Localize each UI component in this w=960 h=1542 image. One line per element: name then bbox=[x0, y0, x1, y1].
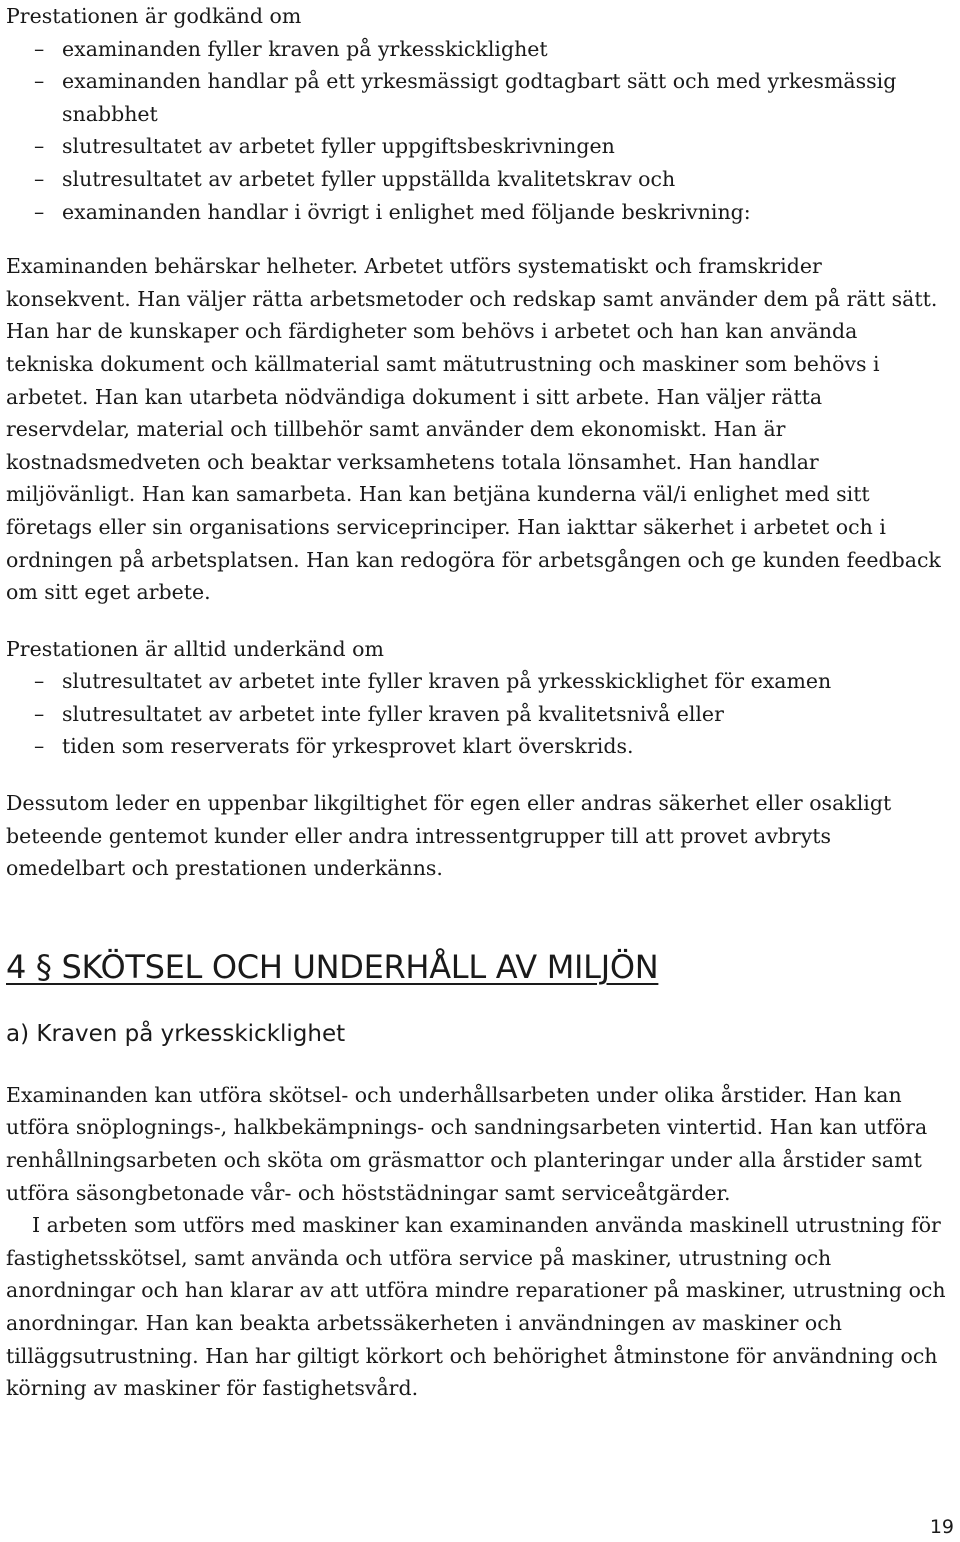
approval-criteria-list bbox=[6, 33, 951, 229]
approval-intro: Prestationen är godkänd om bbox=[6, 4, 302, 28]
abort-paragraph: Dessutom leder en uppenbar likgiltighet för egen eller andras säkerhet eller osakligt beteende gentemot kunder eller andra intressentgrupper till att provet avbryts omedelbart och prestationen underkänns. bbox=[6, 791, 892, 881]
rejection-criteria-list bbox=[6, 665, 951, 763]
performance-description: Examinanden behärskar helheter. Arbetet utförs systematiskt och framskrider konsekvent. Han väljer rätta arbetsmetoder och redskap samt använder dem på rätt sätt. Han har de kunskaper och färdigheter som behövs i arbetet och han kan använda tekniska dokument och källmaterial samt mätutrustning och maskiner som behövs i arbetet. Han kan utarbeta nödvändiga dokument i sitt arbete. Han väljer rätta reservdelar, material och tillbehör samt använder dem ekonomiskt. Han är kostnadsmedveten och beaktar verksamhetens totala lönsamhet. Han handlar miljövänligt. Han kan samarbeta. Han kan betjäna kunderna väl/i enlighet med sitt företags eller sin organisations serviceprinciper. Han iakttar säkerhet i arbetet och i ordningen på arbetsplatsen. Han kan redogöra för arbetsgången och ge kunden feedback om sitt eget arbete. bbox=[6, 254, 941, 605]
list-item bbox=[6, 698, 951, 731]
list-item-text: examinanden fyller kraven på yrkesskicklighet bbox=[62, 36, 548, 61]
dash-marker: – bbox=[34, 69, 45, 94]
list-item-text: slutresultatet av arbetet inte fyller kraven på kvalitetsnivå eller bbox=[62, 701, 724, 726]
subheading: a) Kraven på yrkesskicklighet bbox=[6, 1020, 346, 1047]
list-item bbox=[6, 33, 951, 66]
list-item-text: tiden som reserverats för yrkesprovet klart överskrids. bbox=[62, 734, 634, 759]
list-item bbox=[6, 163, 951, 196]
list-item-text: slutresultatet av arbetet fyller uppställda kvalitetskrav och bbox=[62, 166, 676, 191]
dash-marker: – bbox=[34, 166, 45, 191]
list-item bbox=[6, 730, 951, 763]
requirements-paragraph-1: Examinanden kan utföra skötsel- och underhållsarbeten under olika årstider. Han kan utföra snöplognings-, halkbekämpnings- och sandningsarbeten vintertid. Han kan utföra renhållningsarbeten och sköta om gräsmattor och planteringar under alla årstider samt utföra säsongbetonade vår- och höststädningar samt serviceåtgärder. bbox=[6, 1082, 928, 1205]
dash-marker: – bbox=[34, 734, 45, 759]
page-number: 19 bbox=[929, 1516, 954, 1538]
section-heading: 4 § SKÖTSEL OCH UNDERHÅLL AV MILJÖN bbox=[6, 947, 659, 986]
requirements-paragraph-2: I arbeten som utförs med maskiner kan examinanden använda maskinell utrustning för fastighetsskötsel, samt använda och utföra service på maskiner, utrustning och anordningar och han klarar av att utföra mindre reparationer på maskiner, utrustning och anordningar. Han kan beakta arbetssäkerheten i användningen av maskiner och tilläggsutrustning. Han har giltigt körkort och behörighet åtminstone för användning och körning av maskiner för fastighetsvård. bbox=[6, 1213, 946, 1401]
dash-marker: – bbox=[34, 701, 45, 726]
dash-marker: – bbox=[34, 199, 45, 224]
list-item-text: examinanden handlar på ett yrkesmässigt godtagbart sätt och med yrkesmässig snabbhet bbox=[62, 69, 897, 126]
dash-marker: – bbox=[34, 669, 45, 694]
list-item bbox=[6, 65, 951, 130]
list-item-text: slutresultatet av arbetet fyller uppgiftsbeskrivningen bbox=[62, 134, 615, 159]
list-item-text: examinanden handlar i övrigt i enlighet med följande beskrivning: bbox=[62, 199, 751, 224]
list-item-text: slutresultatet av arbetet inte fyller kraven på yrkesskicklighet för examen bbox=[62, 669, 832, 694]
rejection-intro: Prestationen är alltid underkänd om bbox=[6, 636, 384, 661]
list-item bbox=[6, 196, 951, 229]
dash-marker: – bbox=[34, 134, 45, 159]
document-page bbox=[6, 0, 951, 1405]
list-item bbox=[6, 130, 951, 163]
dash-marker: – bbox=[34, 36, 45, 61]
list-item bbox=[6, 665, 951, 698]
